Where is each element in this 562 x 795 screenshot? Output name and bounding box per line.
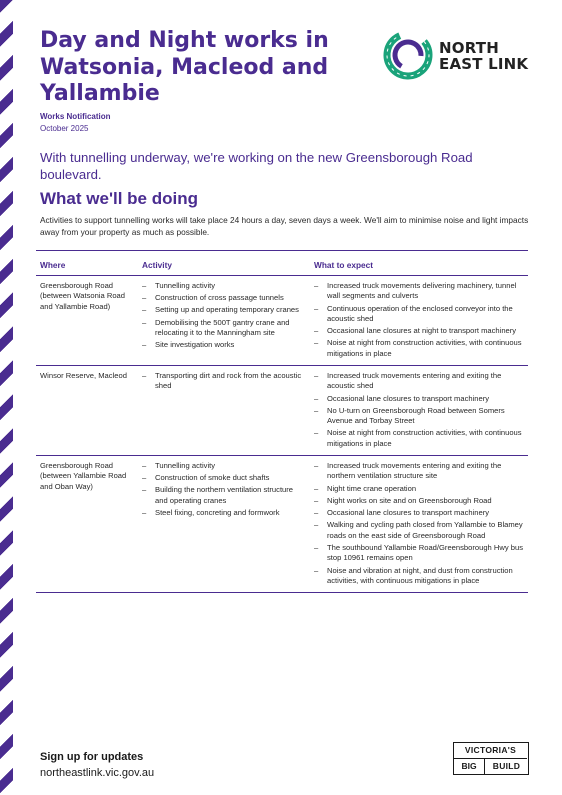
- header-what-to-expect: What to expect: [310, 251, 528, 276]
- header-where: Where: [36, 251, 138, 276]
- logo-text-line2: EAST LINK: [439, 55, 529, 73]
- badge-top: VICTORIA'S: [454, 743, 527, 759]
- north-east-link-ring-icon: [381, 28, 435, 82]
- list-item: – Noise and vibration at night, and dust from construction activities, with continuous mitigations in place: [314, 566, 524, 587]
- activity-cell: [138, 276, 310, 366]
- header-activity: Activity: [138, 251, 310, 276]
- list-item: – Steel fixing, concreting and formwork: [142, 508, 306, 518]
- where-cell: Greensborough Road (between Yallambie Road and Oban Way): [36, 456, 138, 593]
- list-item: – Construction of smoke duct shafts: [142, 473, 306, 483]
- north-east-link-logo: [381, 28, 531, 84]
- victorias-big-build-logo: [453, 742, 529, 775]
- signup-heading: Sign up for updates: [40, 751, 144, 763]
- activity-cell: [138, 366, 310, 456]
- list-item: – No U-turn on Greensborough Road between Somers Avenue and Torbay Street: [314, 406, 524, 427]
- list-item: – Tunnelling activity: [142, 281, 306, 291]
- badge-right: BUILD: [492, 761, 521, 771]
- list-item: – Demobilising the 500T gantry crane and relocating it to the Manningham site: [142, 318, 306, 339]
- where-cell: Greensborough Road (between Watsonia Road and Yallambie Road): [36, 276, 138, 366]
- list-item: – Occasional lane closures to transport machinery: [314, 394, 524, 404]
- table-row: [36, 276, 528, 366]
- list-item: – Building the northern ventilation structure and operating cranes: [142, 485, 306, 506]
- logo-text: [439, 40, 528, 72]
- decorative-stripe: [0, 0, 13, 795]
- list-item: – Noise at night from construction activities, with continuous mitigations in place: [314, 428, 524, 449]
- list-item: – Continuous operation of the enclosed conveyor into the acoustic shed: [314, 304, 524, 325]
- table-row: [36, 456, 528, 593]
- where-cell: Winsor Reserve, Macleod: [36, 366, 138, 456]
- website-link[interactable]: northeastlink.vic.gov.au: [40, 767, 155, 779]
- logo-text-line1: NORTH: [439, 39, 499, 57]
- activity-cell: [138, 456, 310, 593]
- expect-cell: [310, 276, 528, 366]
- list-item: – Noise at night from construction activities, with continuous mitigations in place: [314, 338, 524, 359]
- page-title: Day and Night works in Watsonia, Macleod and Yallambie: [40, 28, 329, 106]
- expect-cell: [310, 366, 528, 456]
- list-item: – Site investigation works: [142, 340, 306, 350]
- table-header-row: [36, 251, 528, 276]
- list-item: – Night works on site and on Greensborough Road: [314, 496, 524, 506]
- list-item: – Increased truck movements delivering machinery, tunnel wall segments and culverts: [314, 281, 524, 302]
- list-item: – Increased truck movements entering and exiting the acoustic shed: [314, 371, 524, 392]
- list-item: – Walking and cycling path closed from Yallambie to Blamey roads on the east side of Greensborough Road: [314, 520, 524, 541]
- expect-cell: [310, 456, 528, 593]
- list-item: – Increased truck movements entering and exiting the northern ventilation structure site: [314, 461, 524, 482]
- document-date: October 2025: [40, 124, 89, 133]
- badge-left: BIG: [454, 759, 485, 774]
- list-item: – Tunnelling activity: [142, 461, 306, 471]
- intro-text: With tunnelling underway, we're working on the new Greensborough Road boulevard.: [40, 150, 473, 182]
- works-table: [36, 250, 528, 593]
- list-item: – Occasional lane closures to transport machinery: [314, 508, 524, 518]
- list-item: – Setting up and operating temporary cranes: [142, 305, 306, 315]
- table-row: [36, 366, 528, 456]
- list-item: – Construction of cross passage tunnels: [142, 293, 306, 303]
- list-item: – Occasional lane closures at night to transport machinery: [314, 326, 524, 336]
- list-item: – Night time crane operation: [314, 484, 524, 494]
- document-type: Works Notification: [40, 112, 111, 121]
- list-item: – Transporting dirt and rock from the acoustic shed: [142, 371, 306, 392]
- section-heading: What we'll be doing: [40, 189, 198, 208]
- section-description: Activities to support tunnelling works will take place 24 hours a day, seven days a week. We'll aim to minimise noise and light impacts away from your property as much as possible.: [40, 215, 529, 237]
- list-item: – The southbound Yallambie Road/Greensborough Hwy bus stop 10961 remains open: [314, 543, 524, 564]
